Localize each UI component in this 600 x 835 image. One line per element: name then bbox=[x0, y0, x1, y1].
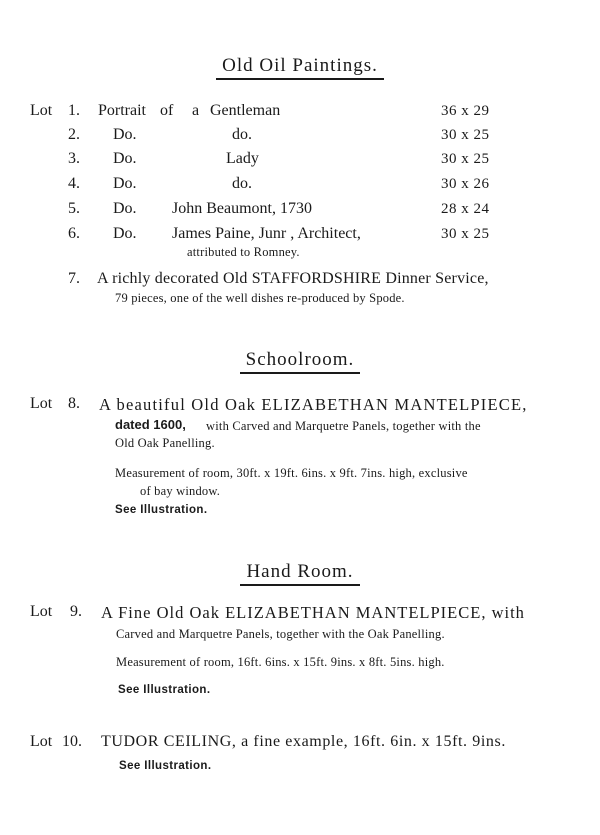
lot-number: 5. bbox=[68, 200, 80, 217]
painting-kind: Do. bbox=[113, 225, 137, 242]
lot-number: 10. bbox=[62, 733, 82, 750]
painting-size: 28 x 24 bbox=[441, 201, 490, 217]
lot-label: Lot bbox=[30, 395, 53, 412]
lot-number: 1. bbox=[68, 102, 80, 119]
painting-word-of: of bbox=[160, 102, 174, 119]
lot-description: TUDOR CEILING, a fine example, 16ft. 6in. x 15ft. 9ins. bbox=[101, 733, 506, 750]
painting-size: 30 x 26 bbox=[441, 176, 490, 192]
heading-hand-room: Hand Room. bbox=[0, 561, 600, 586]
lot-number: 9. bbox=[70, 603, 82, 620]
room-measurement: Measurement of room, 16ft. 6ins. x 15ft. 9ins. x 8ft. 5ins. high. bbox=[116, 655, 445, 669]
painting-attribution: attributed to Romney. bbox=[187, 245, 300, 259]
lot-label: Lot bbox=[30, 102, 53, 119]
lot-number: 7. bbox=[68, 270, 80, 287]
lot-label: Lot bbox=[30, 733, 53, 750]
painting-title: James Paine, Junr , Architect, bbox=[172, 225, 361, 242]
painting-title: do. bbox=[232, 126, 252, 143]
painting-kind: Portrait bbox=[98, 102, 146, 119]
heading-schoolroom: Schoolroom. bbox=[0, 349, 600, 374]
room-measurement: Measurement of room, 30ft. x 19ft. 6ins. x 9ft. 7ins. high, exclusive bbox=[115, 466, 468, 480]
painting-size: 30 x 25 bbox=[441, 127, 490, 143]
lot-detail: with Carved and Marquetre Panels, together with the bbox=[206, 419, 481, 433]
painting-kind: Do. bbox=[113, 126, 137, 143]
painting-kind: Do. bbox=[113, 150, 137, 167]
painting-size: 36 x 29 bbox=[441, 103, 490, 119]
see-illustration: See Illustration. bbox=[119, 760, 212, 772]
lot-label: Lot bbox=[30, 603, 53, 620]
lot-note: 79 pieces, one of the well dishes re-produced by Spode. bbox=[115, 291, 405, 305]
painting-size: 30 x 25 bbox=[441, 151, 490, 167]
lot-number: 6. bbox=[68, 225, 80, 242]
painting-kind: Do. bbox=[113, 200, 137, 217]
lot-number: 4. bbox=[68, 175, 80, 192]
lot-description: A Fine Old Oak ELIZABETHAN MANTELPIECE, with bbox=[101, 603, 525, 622]
lot-detail: Old Oak Panelling. bbox=[115, 436, 215, 450]
painting-word-a: a bbox=[192, 102, 200, 119]
painting-title: Gentleman bbox=[210, 102, 281, 119]
painting-title: Lady bbox=[226, 150, 259, 167]
see-illustration: See Illustration. bbox=[115, 504, 208, 516]
room-measurement: of bay window. bbox=[140, 484, 221, 498]
lot-description: A beautiful Old Oak ELIZABETHAN MANTELPIECE, bbox=[99, 395, 528, 414]
heading-old-oil-paintings: Old Oil Paintings. bbox=[0, 55, 600, 80]
lot-number: 3. bbox=[68, 150, 80, 167]
see-illustration: See Illustration. bbox=[118, 684, 211, 696]
painting-size: 30 x 25 bbox=[441, 226, 490, 242]
lot-detail: Carved and Marquetre Panels, together with the Oak Panelling. bbox=[116, 627, 445, 641]
painting-title: John Beaumont, 1730 bbox=[172, 200, 312, 217]
lot-date: dated 1600, bbox=[115, 417, 186, 432]
painting-title: do. bbox=[232, 175, 252, 192]
painting-kind: Do. bbox=[113, 175, 137, 192]
lot-number: 2. bbox=[68, 126, 80, 143]
lot-description: A richly decorated Old STAFFORDSHIRE Dinner Service, bbox=[97, 270, 489, 287]
lot-number: 8. bbox=[68, 395, 80, 412]
